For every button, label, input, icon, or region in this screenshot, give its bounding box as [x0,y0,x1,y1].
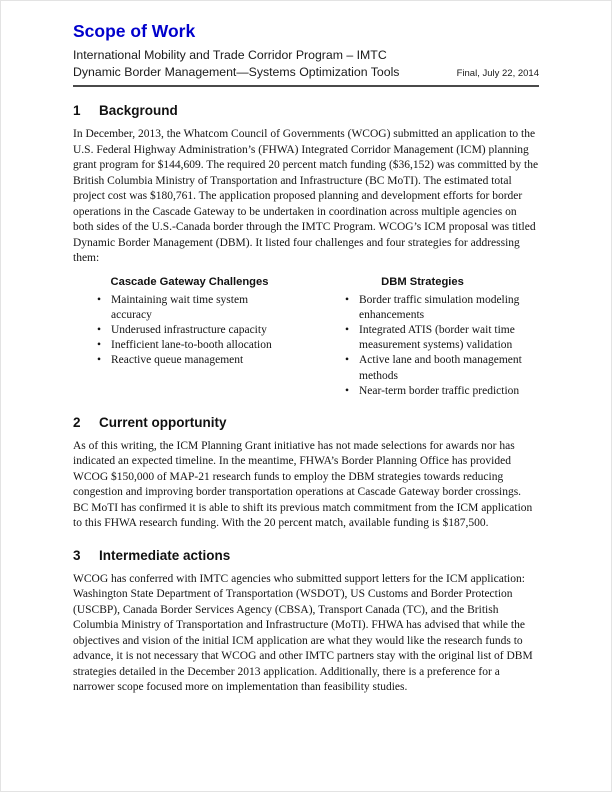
bullet-item: • Reactive queue management [97,353,289,368]
bullet-item: • Near-term border traffic prediction [345,384,537,399]
challenges-list [73,293,306,369]
section-title: Current opportunity [99,414,227,430]
bullet-item: • Underused infrastructure capacity [97,323,289,338]
section-heading [73,548,539,564]
section-heading [73,415,539,431]
bullet-item: • Inefficient lane-to-booth allocation [97,338,289,353]
paragraph: As of this writing, the ICM Planning Grant initiative has not made selections for awards nor has indicated an expected timeline. In the meantime, FHWA’s Border Planning Office has provided WCOG $150,000 of MAP-21 research funds to employ the DBM strategies towards reducing congestion and improving border transportation operations at Cascade Gateway border crossings. BC MoTI has confirmed it is able to shift its previous match commitment from the ICM application to this FHWA research funding. With the 20 percent match, available funding is $187,500. [73,439,533,530]
section-heading [73,103,539,119]
section-current-opportunity [73,415,539,532]
section-number: 2 [73,414,81,430]
bullet-item: • Maintaining wait time system accuracy [97,293,289,323]
version-date-label: Final, July 22, 2014 [456,68,539,79]
document-header [73,21,539,87]
bullet-item: • Integrated ATIS (border wait time measurement systems) validation [345,323,537,353]
challenges-column-header: Cascade Gateway Challenges [110,275,269,288]
section-background [73,103,539,399]
paragraph: WCOG has conferred with IMTC agencies who submitted support letters for the ICM application: Washington State Department of Transportation (WSDOT), US Customs and Border Protection (USCBP), Canada Border Services Agency (CBSA), Transport Canada (TC), and the British Columbia Ministry of Transportation and Infrastructure (MoTI). FHWA has advised that while the objectives and vision of the initial ICM application are what they would like the research funds to advance, it is not necessary that WCOG and other IMTC partners stay with the original list of DBM strategies detailed in the December 2013 application. Additionally, there is a preference for a narrower scope focused more on implementation than feasibility studies. [73,572,533,694]
section-title: Background [99,103,178,118]
challenges-strategies-columns [73,275,539,399]
section-title: Intermediate actions [99,547,231,563]
project-line-row [73,64,539,81]
section-number: 3 [73,547,81,563]
challenges-column [73,275,306,399]
paragraph: In December, 2013, the Whatcom Council of Governments (WCOG) submitted an application to the U.S. Federal Highway Administration’s (FHWA) Integrated Corridor Management (ICM) planning grant program for $144,609. The required 20 percent match funding ($36,152) was committed by the British Columbia Ministry of Transportation and Infrastructure (BC MoTI). The estimated total project cost was $180,761. The application proposed planning and development efforts for border operations in the Cascade Gateway to be undertaken in coordination across multiple agencies on both sides of the U.S.-Canada border through the IMTC Program. WCOG’s ICM proposal was titled Dynamic Border Management (DBM). It listed four challenges and four strategies for addressing them: [73,128,539,264]
program-line: International Mobility and Trade Corridor Program – IMTC [73,48,387,62]
project-line: Dynamic Border Management—Systems Optimization Tools [73,65,400,79]
section-intermediate-actions [73,548,539,696]
bullet-item: • Border traffic simulation modeling enhancements [345,293,537,323]
section-number: 1 [73,103,81,118]
strategies-column [306,275,539,399]
strategies-column-header: DBM Strategies [381,275,464,288]
document-title: Scope of Work [73,21,196,41]
strategies-list [306,293,539,399]
bullet-item: • Active lane and booth management methods [345,353,537,383]
